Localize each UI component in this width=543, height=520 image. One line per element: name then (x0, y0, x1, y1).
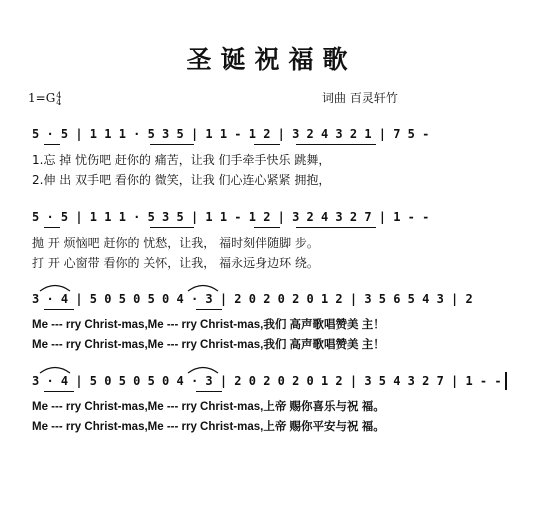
lyrics-line-1a: 1.忘 掉 忧伤吧 赶你的 痛苦，让我 们手牵手快乐 跳舞， (32, 153, 331, 167)
time-denominator: 4 (56, 97, 62, 107)
notes-line-1: 5 · 5 | 1 1 1 · 5 3 5 | 1 1 - 1 2 | 3 2 4 3 2 1 | 7 5 - (32, 127, 430, 141)
lyrics-line-2a: 抛 开 烦恼吧 赶你的 忧愁，让我， 福时刻伴随脚 步。 (32, 236, 319, 250)
lyrics-line-4a: Me --- rry Christ-mas,Me --- rry Christ-mas,上帝 赐你喜乐与祝 福。 (32, 401, 385, 413)
song-title: 圣诞祝福歌 (186, 45, 357, 74)
notes-line-2: 5 · 5 | 1 1 1 · 5 3 5 | 1 1 - 1 2 | 3 2 4 3 2 7 | 1 - - (32, 210, 430, 224)
lyrics-line-1b: 2.伸 出 双手吧 看你的 微笑，让我 们心连心紧紧 拥抱， (32, 173, 331, 187)
time-numerator: 4 (56, 90, 62, 100)
lyrics-line-3b: Me --- rry Christ-mas,Me --- rry Christ-mas,我们 高声歌唱赞美 主！ (32, 339, 385, 351)
credit-line: 词曲 百灵轩竹 (322, 91, 398, 105)
lyrics-line-4b: Me --- rry Christ-mas,Me --- rry Christ-mas,上帝 赐你平安与祝 福。 (32, 421, 385, 433)
key-label: 1=G (28, 91, 56, 105)
notes-line-3: 3 · 4 | 5 0 5 0 5 0 4 · 3 | 2 0 2 0 2 0 1 2 | 3 5 6 5 4 3 | 2 (32, 292, 473, 306)
lyrics-line-3a: Me --- rry Christ-mas,Me --- rry Christ-mas,我们 高声歌唱赞美 主！ (32, 319, 385, 331)
lyrics-line-2b: 打 开 心窗带 看你的 关怀，让我， 福永远身边环 绕。 (32, 256, 319, 270)
notes-line-4: 3 · 4 | 5 0 5 0 5 0 4 · 3 | 2 0 2 0 2 0 1 2 | 3 5 4 3 2 7 | 1 - - (32, 374, 502, 388)
